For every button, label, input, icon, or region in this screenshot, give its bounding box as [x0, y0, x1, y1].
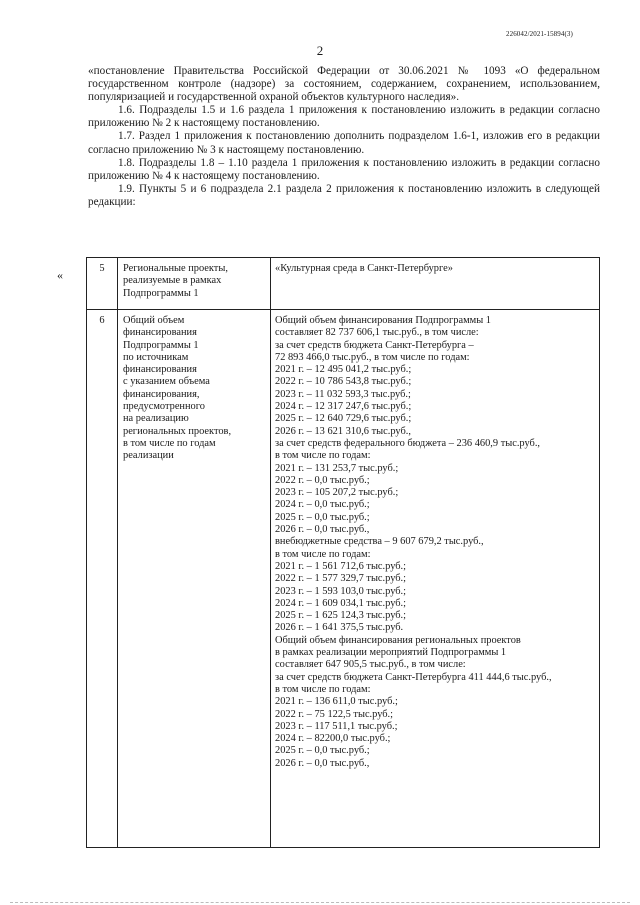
- row-value-line: 2023 г. – 105 207,2 тыс.руб.;: [275, 487, 399, 499]
- row-name-line: Общий объем: [123, 315, 185, 326]
- row-value-line: 2023 г. – 11 032 593,3 тыс.руб.;: [275, 388, 411, 400]
- row-value-line: за счет средств бюджета Санкт-Петербурга 411 444,6 тыс.руб.,: [275, 671, 552, 683]
- row-name-line: Подпрограммы 1: [123, 339, 199, 351]
- row-value-line: 2021 г. – 12 495 041,2 тыс.руб.;: [275, 364, 412, 376]
- row-value-line: 2022 г. – 75 122,5 тыс.руб.;: [275, 708, 394, 720]
- row-value-line: составляет 82 737 606,1 тыс.руб., в том числе:: [275, 327, 479, 339]
- row-name-cell: [118, 310, 271, 848]
- row-value-line: 2023 г. – 1 593 103,0 тыс.руб.;: [275, 585, 407, 597]
- row-value-line: 2026 г. – 1 641 375,5 тыс.руб.: [275, 622, 404, 634]
- row-name-line: реализуемые в рамках: [123, 275, 222, 287]
- row-value-line: в том числе по годам:: [275, 450, 371, 462]
- row-value-line: «Культурная среда в Санкт-Петербурге»: [275, 263, 453, 274]
- paragraph-1-8: 1.8. Подразделы 1.8 – 1.10 раздела 1 приложения к постановлению изложить в редакции согласно приложению № 4 к настоящему постановлению.: [88, 156, 600, 182]
- row-value-line: 2025 г. – 12 640 729,6 тыс.руб.;: [275, 413, 412, 425]
- row-value-line: 2021 г. – 136 611,0 тыс.руб.;: [275, 696, 398, 708]
- paragraph-1-7: 1.7. Раздел 1 приложения к постановлению дополнить подразделом 1.6-1, изложив его в редакции согласно приложению № 3 к настоящему постановлению.: [88, 130, 600, 156]
- row-name-line: в том числе по годам: [123, 437, 216, 449]
- row-value-cell: [271, 258, 600, 310]
- opening-quote-mark: «: [57, 268, 63, 282]
- document-body: [88, 65, 600, 209]
- document-registration-number: 226042/2021-15894(3): [506, 30, 573, 38]
- row-name-line: по источникам: [123, 351, 189, 363]
- row-value-line: 72 893 466,0 тыс.руб., в том числе по годам:: [275, 351, 470, 363]
- row-name-line: Подпрограммы 1: [123, 287, 199, 299]
- row-value-line: Общий объем финансирования региональных проектов: [275, 634, 521, 646]
- row-number: 6: [87, 310, 118, 848]
- row-value-line: 2022 г. – 10 786 543,8 тыс.руб.;: [275, 376, 412, 388]
- row-value-line: 2026 г. – 0,0 тыс.руб.,: [275, 757, 370, 769]
- row-value-line: внебюджетные средства – 9 607 679,2 тыс.руб.,: [275, 536, 484, 548]
- row-value-line: в рамках реализации мероприятий Подпрограммы 1: [275, 647, 507, 659]
- row-value-line: Общий объем финансирования Подпрограммы 1: [275, 315, 491, 326]
- paragraph-1-9: 1.9. Пункты 5 и 6 подраздела 2.1 раздела 2 приложения к постановлению изложить в следующей редакции:: [88, 182, 600, 208]
- row-name-line: финансирования: [123, 327, 197, 339]
- row-value-line: 2025 г. – 0,0 тыс.руб.;: [275, 511, 370, 523]
- paragraph-1: «постановление Правительства Российской Федерации от 30.06.2021 № 1093 «О федеральном государственном контроле (надзоре) за состоянием, содержанием, сохранением, использованием, популяризацией и государственной охраной объектов культурного наследия».: [88, 65, 600, 104]
- row-value-line: 2021 г. – 131 253,7 тыс.руб.;: [275, 462, 399, 474]
- row-name-line: региональных проектов,: [123, 425, 232, 437]
- row-value-line: 2024 г. – 82200,0 тыс.руб.;: [275, 733, 391, 745]
- row-value-line: в том числе по годам:: [275, 683, 371, 695]
- table-row: [87, 258, 600, 310]
- row-value-line: 2026 г. – 13 621 310,6 тыс.руб.,: [275, 425, 411, 437]
- row-value-line: составляет 647 905,5 тыс.руб., в том числе:: [275, 659, 466, 671]
- row-value-cell: [271, 310, 600, 848]
- row-name-line: финансирования: [123, 364, 197, 376]
- row-name-line: предусмотренного: [123, 401, 205, 413]
- row-value-line: 2021 г. – 1 561 712,6 тыс.руб.;: [275, 560, 407, 572]
- row-name-line: на реализацию: [123, 413, 189, 425]
- row-name-line: Региональные проекты,: [123, 263, 228, 274]
- row-value-line: за счет средств федерального бюджета – 236 460,9 тыс.руб.,: [275, 437, 541, 449]
- row-name-cell: [118, 258, 271, 310]
- row-name-line: реализации: [123, 450, 174, 462]
- page-bottom-edge: [10, 902, 630, 903]
- row-value-line: 2024 г. – 0,0 тыс.руб.;: [275, 499, 370, 511]
- row-number: 5: [87, 258, 118, 310]
- row-value-line: 2024 г. – 12 317 247,6 тыс.руб.;: [275, 401, 412, 413]
- row-value-line: 2022 г. – 0,0 тыс.руб.;: [275, 474, 370, 486]
- row-value-line: 2023 г. – 117 511,1 тыс.руб.;: [275, 720, 398, 732]
- row-value-line: 2024 г. – 1 609 034,1 тыс.руб.;: [275, 597, 407, 609]
- row-name-line: финансирования,: [123, 388, 200, 400]
- program-table: [86, 257, 600, 848]
- row-value-line: в том числе по годам:: [275, 548, 371, 560]
- row-value-line: 2026 г. – 0,0 тыс.руб.,: [275, 524, 370, 536]
- row-value-line: за счет средств бюджета Санкт-Петербурга –: [275, 339, 474, 351]
- table-row: [87, 310, 600, 848]
- page-number: 2: [316, 43, 324, 58]
- row-value-line: 2025 г. – 0,0 тыс.руб.;: [275, 745, 370, 757]
- row-value-line: 2025 г. – 1 625 124,3 тыс.руб.;: [275, 610, 407, 622]
- paragraph-1-6: 1.6. Подразделы 1.5 и 1.6 раздела 1 приложения к постановлению изложить в редакции согласно приложению № 2 к настоящему постановлению.: [88, 104, 600, 130]
- row-value-line: 2022 г. – 1 577 329,7 тыс.руб.;: [275, 573, 407, 585]
- row-name-line: с указанием объема: [123, 376, 210, 388]
